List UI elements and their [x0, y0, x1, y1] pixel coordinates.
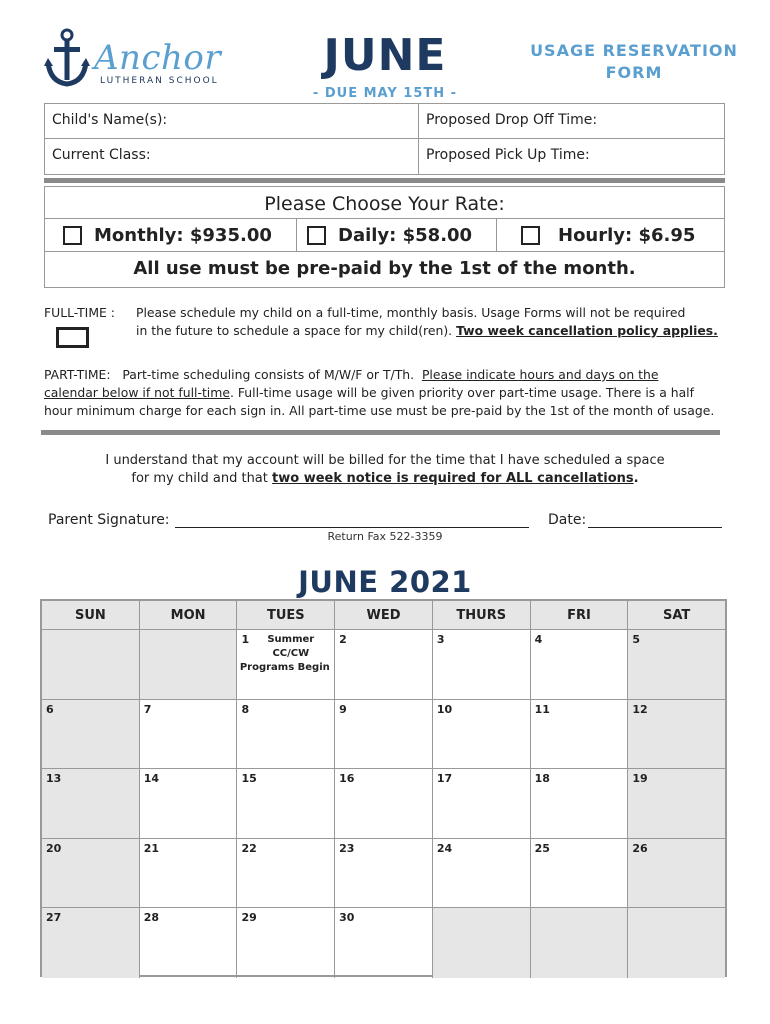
ack-notice: two week notice is required for ALL cancellations: [272, 471, 634, 486]
logo-subtitle: LUTHERAN SCHOOL: [100, 76, 219, 86]
hourly-checkbox[interactable]: [521, 226, 540, 245]
rate-selection: [44, 186, 725, 288]
rate-options: [45, 219, 724, 252]
calendar-day[interactable]: 26: [628, 839, 725, 909]
parttime-instruction: Please indicate hours and days on the: [421, 367, 659, 382]
parttime-line1: [44, 366, 734, 384]
calendar-day[interactable]: 6: [42, 700, 140, 770]
event-line2: CC/CW: [272, 648, 310, 659]
calendar-day[interactable]: 29: [237, 908, 335, 978]
calendar-day[interactable]: 4: [531, 630, 629, 700]
calendar-day-empty: [433, 908, 531, 978]
due-date: - DUE MAY 15TH -: [312, 86, 458, 101]
logo-wordmark: Anchor: [94, 38, 222, 78]
hourly-label: Hourly: $6.95: [558, 224, 696, 246]
calendar-day[interactable]: 10: [433, 700, 531, 770]
calendar-week: [42, 769, 725, 839]
day-header-thurs: THURS: [433, 601, 531, 630]
parttime-text: [44, 366, 734, 420]
calendar-day[interactable]: 16: [335, 769, 433, 839]
ack-line2-text: for my child and that: [131, 471, 268, 486]
calendar-day[interactable]: [237, 630, 335, 700]
rate-option-hourly[interactable]: [497, 219, 724, 251]
info-row: [45, 139, 724, 174]
parent-signature-field[interactable]: [175, 527, 529, 528]
calendar-week: [42, 908, 725, 978]
day-header-sat: SAT: [628, 601, 725, 630]
calendar-day[interactable]: 27: [42, 908, 140, 978]
calendar-day[interactable]: 28: [140, 908, 238, 978]
drop-off-time-field[interactable]: Proposed Drop Off Time:: [426, 112, 598, 128]
form-title-line2: FORM: [605, 63, 663, 82]
parttime-line1-text: Part-time scheduling consists of M/W/F or T/Th.: [122, 367, 415, 382]
calendar-event: [241, 633, 332, 675]
calendar-day[interactable]: 20: [42, 839, 140, 909]
return-fax: Return Fax 522-3359: [327, 530, 443, 543]
form-month: JUNE: [323, 30, 447, 81]
info-row: [45, 104, 724, 139]
calendar-week: [42, 839, 725, 909]
calendar-day[interactable]: 30: [335, 908, 433, 978]
calendar-day[interactable]: 23: [335, 839, 433, 909]
event-line3: Programs Begin: [239, 662, 330, 673]
calendar-day[interactable]: 22: [237, 839, 335, 909]
ack-line1: I understand that my account will be billed for the time that I have scheduled a space: [105, 453, 665, 468]
calendar-week: [42, 630, 725, 700]
parttime-label: PART-TIME:: [44, 367, 111, 382]
calendar-day[interactable]: 18: [531, 769, 629, 839]
calendar-day[interactable]: 19: [628, 769, 725, 839]
calendar-day-empty: [42, 630, 140, 700]
calendar-day-empty: [628, 908, 725, 978]
calendar-day[interactable]: 3: [433, 630, 531, 700]
calendar-day-empty: [531, 908, 629, 978]
pick-up-time-field[interactable]: Proposed Pick Up Time:: [426, 147, 590, 163]
parent-signature-label: Parent Signature:: [48, 512, 170, 528]
calendar-day[interactable]: 9: [335, 700, 433, 770]
calendar-day[interactable]: 24: [433, 839, 531, 909]
day-header-mon: MON: [140, 601, 238, 630]
monthly-checkbox[interactable]: [63, 226, 82, 245]
day-header-tues: TUES: [237, 601, 335, 630]
ack-line2: [60, 470, 710, 488]
date-field[interactable]: [588, 527, 722, 528]
calendar-day[interactable]: 2: [335, 630, 433, 700]
calendar-day[interactable]: 14: [140, 769, 238, 839]
fulltime-line2-text: in the future to schedule a space for my child(ren).: [136, 323, 453, 338]
day-number: 1: [241, 633, 250, 646]
calendar-day-empty: [140, 630, 238, 700]
section-divider: [41, 430, 720, 435]
parttime-instruction-cont: calendar below if not full-time: [44, 385, 230, 400]
school-logo: [44, 28, 222, 88]
calendar-day[interactable]: 15: [237, 769, 335, 839]
calendar-week: [42, 700, 725, 770]
calendar-day[interactable]: 17: [433, 769, 531, 839]
section-divider: [44, 178, 725, 183]
calendar-day[interactable]: 8: [237, 700, 335, 770]
rate-option-daily[interactable]: [297, 219, 497, 251]
day-header-sun: SUN: [42, 601, 140, 630]
parttime-line3: hour minimum charge for each sign in. All part-time use must be pre-paid by the 1st of the month of usage.: [44, 403, 715, 418]
daily-label: Daily: $58.00: [338, 224, 473, 246]
child-name-field[interactable]: Child's Name(s):: [45, 104, 419, 138]
anchor-icon: [44, 28, 90, 88]
child-info-table: [44, 103, 725, 175]
acknowledgement: [60, 452, 710, 488]
fulltime-label: FULL-TIME :: [44, 305, 115, 320]
fulltime-line1: Please schedule my child on a full-time, monthly basis. Usage Forms will not be required: [136, 305, 686, 320]
monthly-label: Monthly: $935.00: [94, 224, 272, 246]
form-title: [525, 40, 743, 84]
parttime-line2: [44, 384, 734, 402]
calendar-day[interactable]: 5: [628, 630, 725, 700]
calendar-day[interactable]: 21: [140, 839, 238, 909]
calendar-day[interactable]: 7: [140, 700, 238, 770]
prepaid-note: All use must be pre-paid by the 1st of the month.: [133, 258, 636, 279]
day-header-fri: FRI: [531, 601, 629, 630]
fulltime-checkbox[interactable]: [56, 327, 89, 348]
fulltime-line2: [136, 322, 726, 340]
fulltime-text: [136, 304, 726, 340]
rate-option-monthly[interactable]: [45, 219, 297, 251]
day-header-wed: WED: [335, 601, 433, 630]
daily-checkbox[interactable]: [307, 226, 326, 245]
calendar-day[interactable]: 11: [531, 700, 629, 770]
calendar: [40, 599, 727, 977]
current-class-field[interactable]: Current Class:: [45, 139, 419, 174]
parttime-line2-text: . Full-time usage will be given priority over part-time usage. There is a half: [229, 385, 694, 400]
calendar-day[interactable]: 25: [531, 839, 629, 909]
form-title-line1: USAGE RESERVATION: [530, 41, 738, 60]
rate-title: Please Choose Your Rate:: [45, 187, 724, 219]
calendar-title: JUNE 2021: [298, 565, 472, 599]
calendar-day[interactable]: 13: [42, 769, 140, 839]
ack-line2-end: .: [633, 471, 639, 486]
cancellation-policy: Two week cancellation policy applies.: [456, 323, 718, 338]
date-label: Date:: [548, 512, 587, 528]
event-line1: Summer: [267, 634, 315, 645]
calendar-day[interactable]: 12: [628, 700, 725, 770]
calendar-header: [42, 601, 725, 630]
